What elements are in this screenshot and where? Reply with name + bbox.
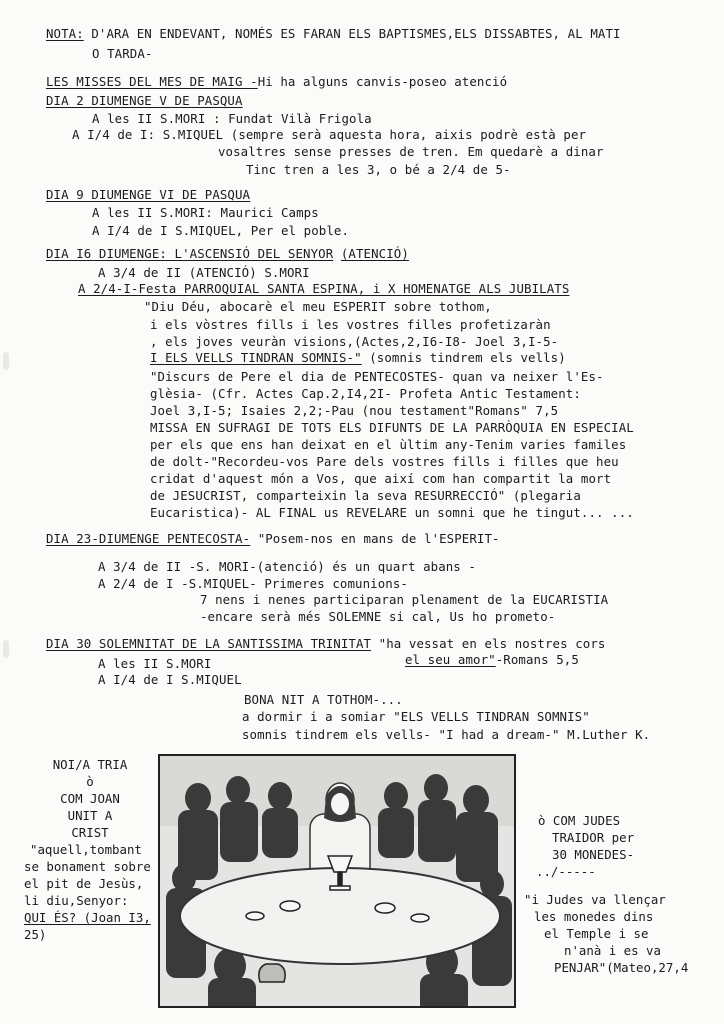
dia30-quote-ref: -Romans 5,5: [495, 652, 579, 667]
dia2-line-3: vosaltres sense presses de tren. Em quedarè a dinar: [218, 144, 604, 159]
right-caption-line: n'anà i es va: [564, 943, 661, 958]
left-caption-line: UNIT A: [67, 808, 113, 823]
left-caption-line: [24, 909, 151, 926]
dia16-para-6: glèsia- (Cfr. Actes Cap.2,I4,2I- Profeta Antic Testament:: [150, 386, 581, 401]
dia23-line-3: 7 nens i nenes participaran plenament de la EUCARISTIA: [200, 592, 609, 607]
dia30-line-2: A I/4 de I S.MIQUEL: [98, 672, 242, 687]
left-caption-line: el pit de Jesùs,: [24, 876, 144, 891]
dia16-para-1: "Diu Déu, abocarè el meu ESPERIT sobre tothom,: [144, 299, 492, 314]
dia9-line-1: A les II S.MORI: Maurici Camps: [92, 205, 319, 220]
dia16-para-5: "Discurs de Pere el dia de PENTECOSTES- quan va neixer l'Es-: [150, 369, 604, 384]
left-caption-line: NOI/A TRIA: [52, 757, 128, 772]
dia30-quote-line-2: [405, 652, 579, 667]
dia16-para-12: de JESUCRIST, comparteixin la seva RESURRECCIÓ" (plegaria: [150, 488, 581, 503]
misses-title-line: [46, 74, 507, 89]
left-caption-line: ò: [86, 774, 94, 789]
left-caption-line: CRIST: [71, 825, 109, 840]
dia30-line-1: A les II S.MORI: [98, 656, 212, 671]
dia16-para-10: de dolt-"Recordeu-vos Pare dels vostres fills i filles que heu: [150, 454, 619, 469]
misses-title-note: Hi ha alguns canvis-poseo atenció: [257, 74, 508, 89]
right-caption-line: "i Judes va llençar: [524, 892, 666, 907]
dia23-line-4: -encare serà més SOLEMNE si cal, Us ho prometo-: [200, 609, 556, 624]
closing-line-3: somnis tindrem els vells- "I had a dream-" M.Luther K.: [242, 727, 651, 742]
right-caption-line: 30 MONEDES-: [552, 847, 635, 862]
dia16-para-11: cridat d'aquest món a Vos, que així com han compartit la mort: [150, 471, 612, 486]
right-caption-line: ../-----: [536, 864, 596, 879]
dia16-line-2: A 2/4-I-Festa PARROQUIAL SANTA ESPINA, i X HOMENATGE ALS JUBILATS: [78, 281, 570, 296]
left-caption-question: QUI ÉS? (Joan I3,: [24, 910, 151, 925]
left-caption-line: se bonament sobre: [24, 859, 151, 874]
dia2-line-1: A les II S.MORI : Fundat Vilà Frigola: [92, 111, 372, 126]
dia16-heading-note: (ATENCIÓ): [340, 246, 409, 261]
dia23-heading: DIA 23-DIUMENGE PENTECOSTA-: [46, 531, 251, 546]
dia16-para-4: [150, 350, 566, 365]
dia30-heading-line: [46, 636, 605, 651]
dia16-dream-quote: I ELS VELLS TINDRAN SOMNIS-": [150, 350, 362, 365]
dia16-para-3: , els joves veuràn visions,(Actes,2,I6-I8- Joel 3,I-5-: [150, 334, 559, 349]
dia16-heading: DIA I6 DIUMENGE: L'ASCENSIÓ DEL SENYOR: [46, 246, 334, 261]
right-caption-title: [532, 812, 634, 880]
dia23-heading-line: [46, 531, 500, 546]
dia16-heading-line: [46, 246, 409, 261]
dia16-line-1: A 3/4 de II (ATENCIÓ) S.MORI: [98, 265, 310, 280]
right-caption-quote: [524, 891, 688, 976]
nota-line-1: [46, 26, 621, 41]
left-caption-title: [42, 756, 138, 841]
dia16-para-2: i els vòstres fills i les vostres filles profetizaràn: [150, 317, 551, 332]
dia16-para-8: MISSA EN SUFRAGI DE TOTS ELS DIFUNTS DE LA PARRÒQUIA EN ESPECIAL: [150, 420, 634, 435]
dia16-para-13: Eucaristica)- AL FINAL us REVELARE un somni que he tingut... ...: [150, 505, 634, 520]
right-caption-line: TRAIDOR per: [552, 830, 635, 845]
nota-text: D'ARA EN ENDEVANT, NOMÉS ES FARAN ELS BAPTISMES,ELS DISSABTES, AL MATI: [83, 26, 621, 41]
right-caption-line: el Temple i se: [544, 926, 649, 941]
closing-line-2: a dormir i a somiar "ELS VELLS TINDRAN SOMNIS": [242, 709, 590, 724]
closing-line-1: BONA NIT A TOTHOM-...: [244, 692, 403, 707]
dia2-line-2: A I/4 de I: S.MIQUEL (sempre serà aquesta hora, aixis podrè està per: [72, 127, 587, 142]
right-caption-line: PENJAR"(Mateo,27,4: [554, 960, 689, 975]
dia30-heading: DIA 30 SOLEMNITAT DE LA SANTISSIMA TRINITAT: [46, 636, 372, 651]
dia16-para-7: Joel 3,I-5; Isaies 2,2;-Pau (nou testament"Romans" 7,5: [150, 403, 559, 418]
dia9-line-2: A I/4 de I S.MIQUEL, Per el poble.: [92, 223, 350, 238]
water-jug: [259, 964, 285, 982]
dia2-heading: DIA 2 DIUMENGE V DE PASQUA: [46, 93, 243, 108]
right-caption-line: ò COM JUDES: [538, 813, 621, 828]
punch-hole: [3, 640, 9, 658]
dia16-dream-note: (somnis tindrem els vells): [361, 350, 566, 365]
last-supper-drawing: [160, 756, 514, 1006]
left-caption-line: li diu,Senyor:: [24, 893, 129, 908]
dia23-line-1: A 3/4 de II -S. MORI-(atenció) és un quart abans -: [98, 559, 476, 574]
left-caption-line: COM JOAN: [60, 791, 120, 806]
last-supper-illustration: [158, 754, 516, 1008]
left-caption-quote: [24, 841, 151, 943]
dia30-quote: "ha vessat en els nostres cors: [378, 636, 606, 651]
punch-hole: [3, 352, 9, 370]
left-caption-line: "aquell,tombant: [30, 842, 142, 857]
misses-title: LES MISSES DEL MES DE MAIG -: [46, 74, 258, 89]
right-caption-line: les monedes dins: [534, 909, 654, 924]
dia23-heading-note: "Posem-nos en mans de l'ESPERIT-: [257, 531, 500, 546]
dia16-para-9: per els que ens han deixat en el ùltim any-Tenim varies familes: [150, 437, 627, 452]
left-caption-line: 25): [24, 927, 47, 942]
dia2-line-4: Tinc tren a les 3, o bé a 2/4 de 5-: [246, 162, 511, 177]
nota-line-2: O TARDA-: [92, 46, 153, 61]
dia30-quote-amor: el seu amor": [405, 652, 496, 667]
nota-lead: NOTA:: [46, 26, 84, 41]
dia9-heading: DIA 9 DIUMENGE VI DE PASQUA: [46, 187, 251, 202]
dia23-line-2: A 2/4 de I -S.MIQUEL- Primeres comunions-: [98, 576, 408, 591]
